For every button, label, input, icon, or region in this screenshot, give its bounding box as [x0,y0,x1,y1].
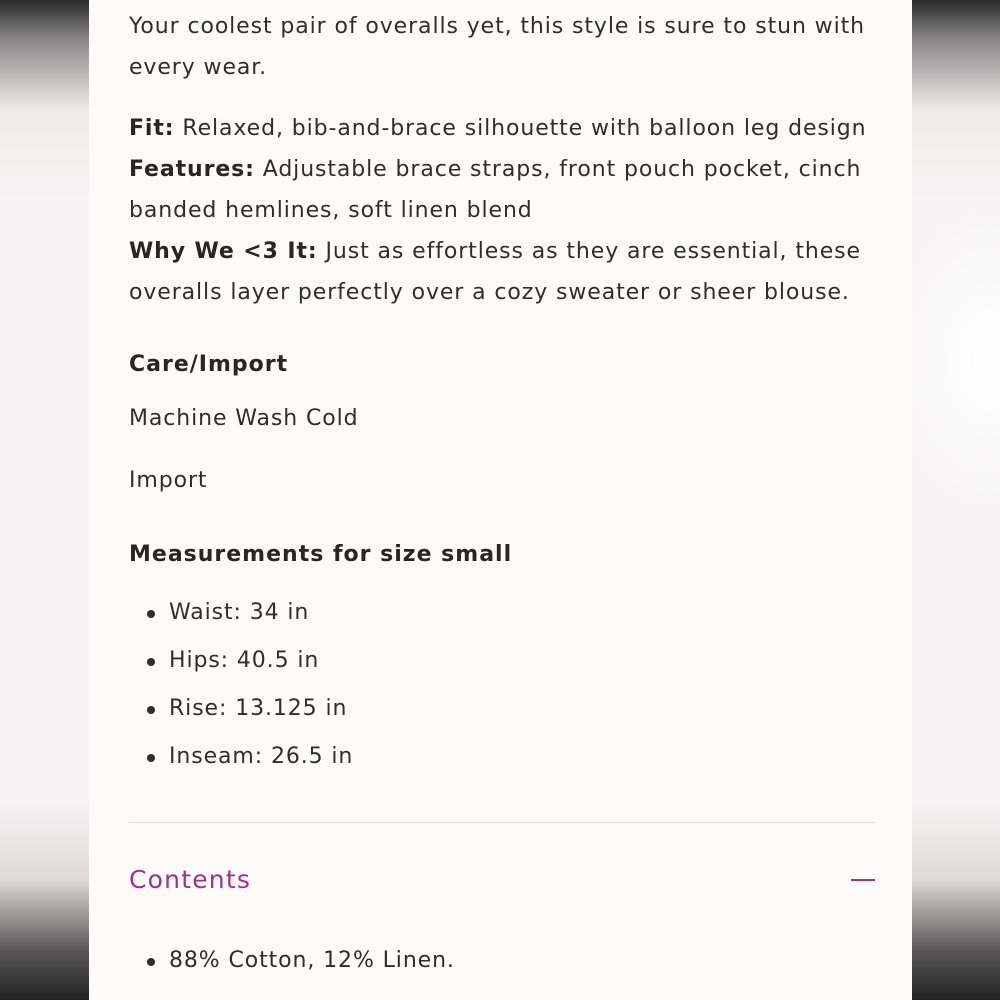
contents-list [147,946,455,994]
list-item [147,694,353,742]
list-item [147,646,353,694]
measurements-heading: Measurements for size small [129,542,513,567]
spec-list [129,108,875,313]
measurement-waist: Waist: 34 in [169,600,310,625]
bullet-icon [147,754,155,762]
bullet-icon [147,958,155,966]
bullet-icon [147,706,155,714]
fabric-content: 88% Cotton, 12% Linen. [169,948,455,973]
measurements-list [147,598,353,790]
description-intro: Your coolest pair of overalls yet, this style is sure to stun with every wear. [129,14,865,80]
care-heading: Care/Import [129,352,289,377]
measurement-hips: Hips: 40.5 in [169,648,320,673]
features-text: Adjustable brace straps, front pouch pocket, cinch banded hemlines, soft linen blend [129,157,862,223]
bullet-icon [147,610,155,618]
list-item [147,742,353,790]
why-label: Why We <3 It: [129,239,318,264]
measurement-inseam: Inseam: 26.5 in [169,744,354,769]
contents-accordion-header[interactable] [129,862,875,902]
list-item [147,946,455,994]
import-note: Import [129,468,208,493]
features-label: Features: [129,157,255,182]
contents-title[interactable]: Contents [129,865,252,894]
product-details-panel [89,0,912,1000]
list-item [147,598,353,646]
measurement-rise: Rise: 13.125 in [169,696,348,721]
care-instruction: Machine Wash Cold [129,406,359,431]
fit-text: Relaxed, bib-and-brace silhouette with balloon leg design [174,116,867,141]
section-divider [129,822,875,823]
collapse-minus-icon[interactable] [851,879,875,881]
why-text: Just as effortless as they are essential, these overalls layer perfectly over a cozy sweater or sheer blouse. [129,239,861,305]
bullet-icon [147,658,155,666]
fit-label: Fit: [129,116,175,141]
